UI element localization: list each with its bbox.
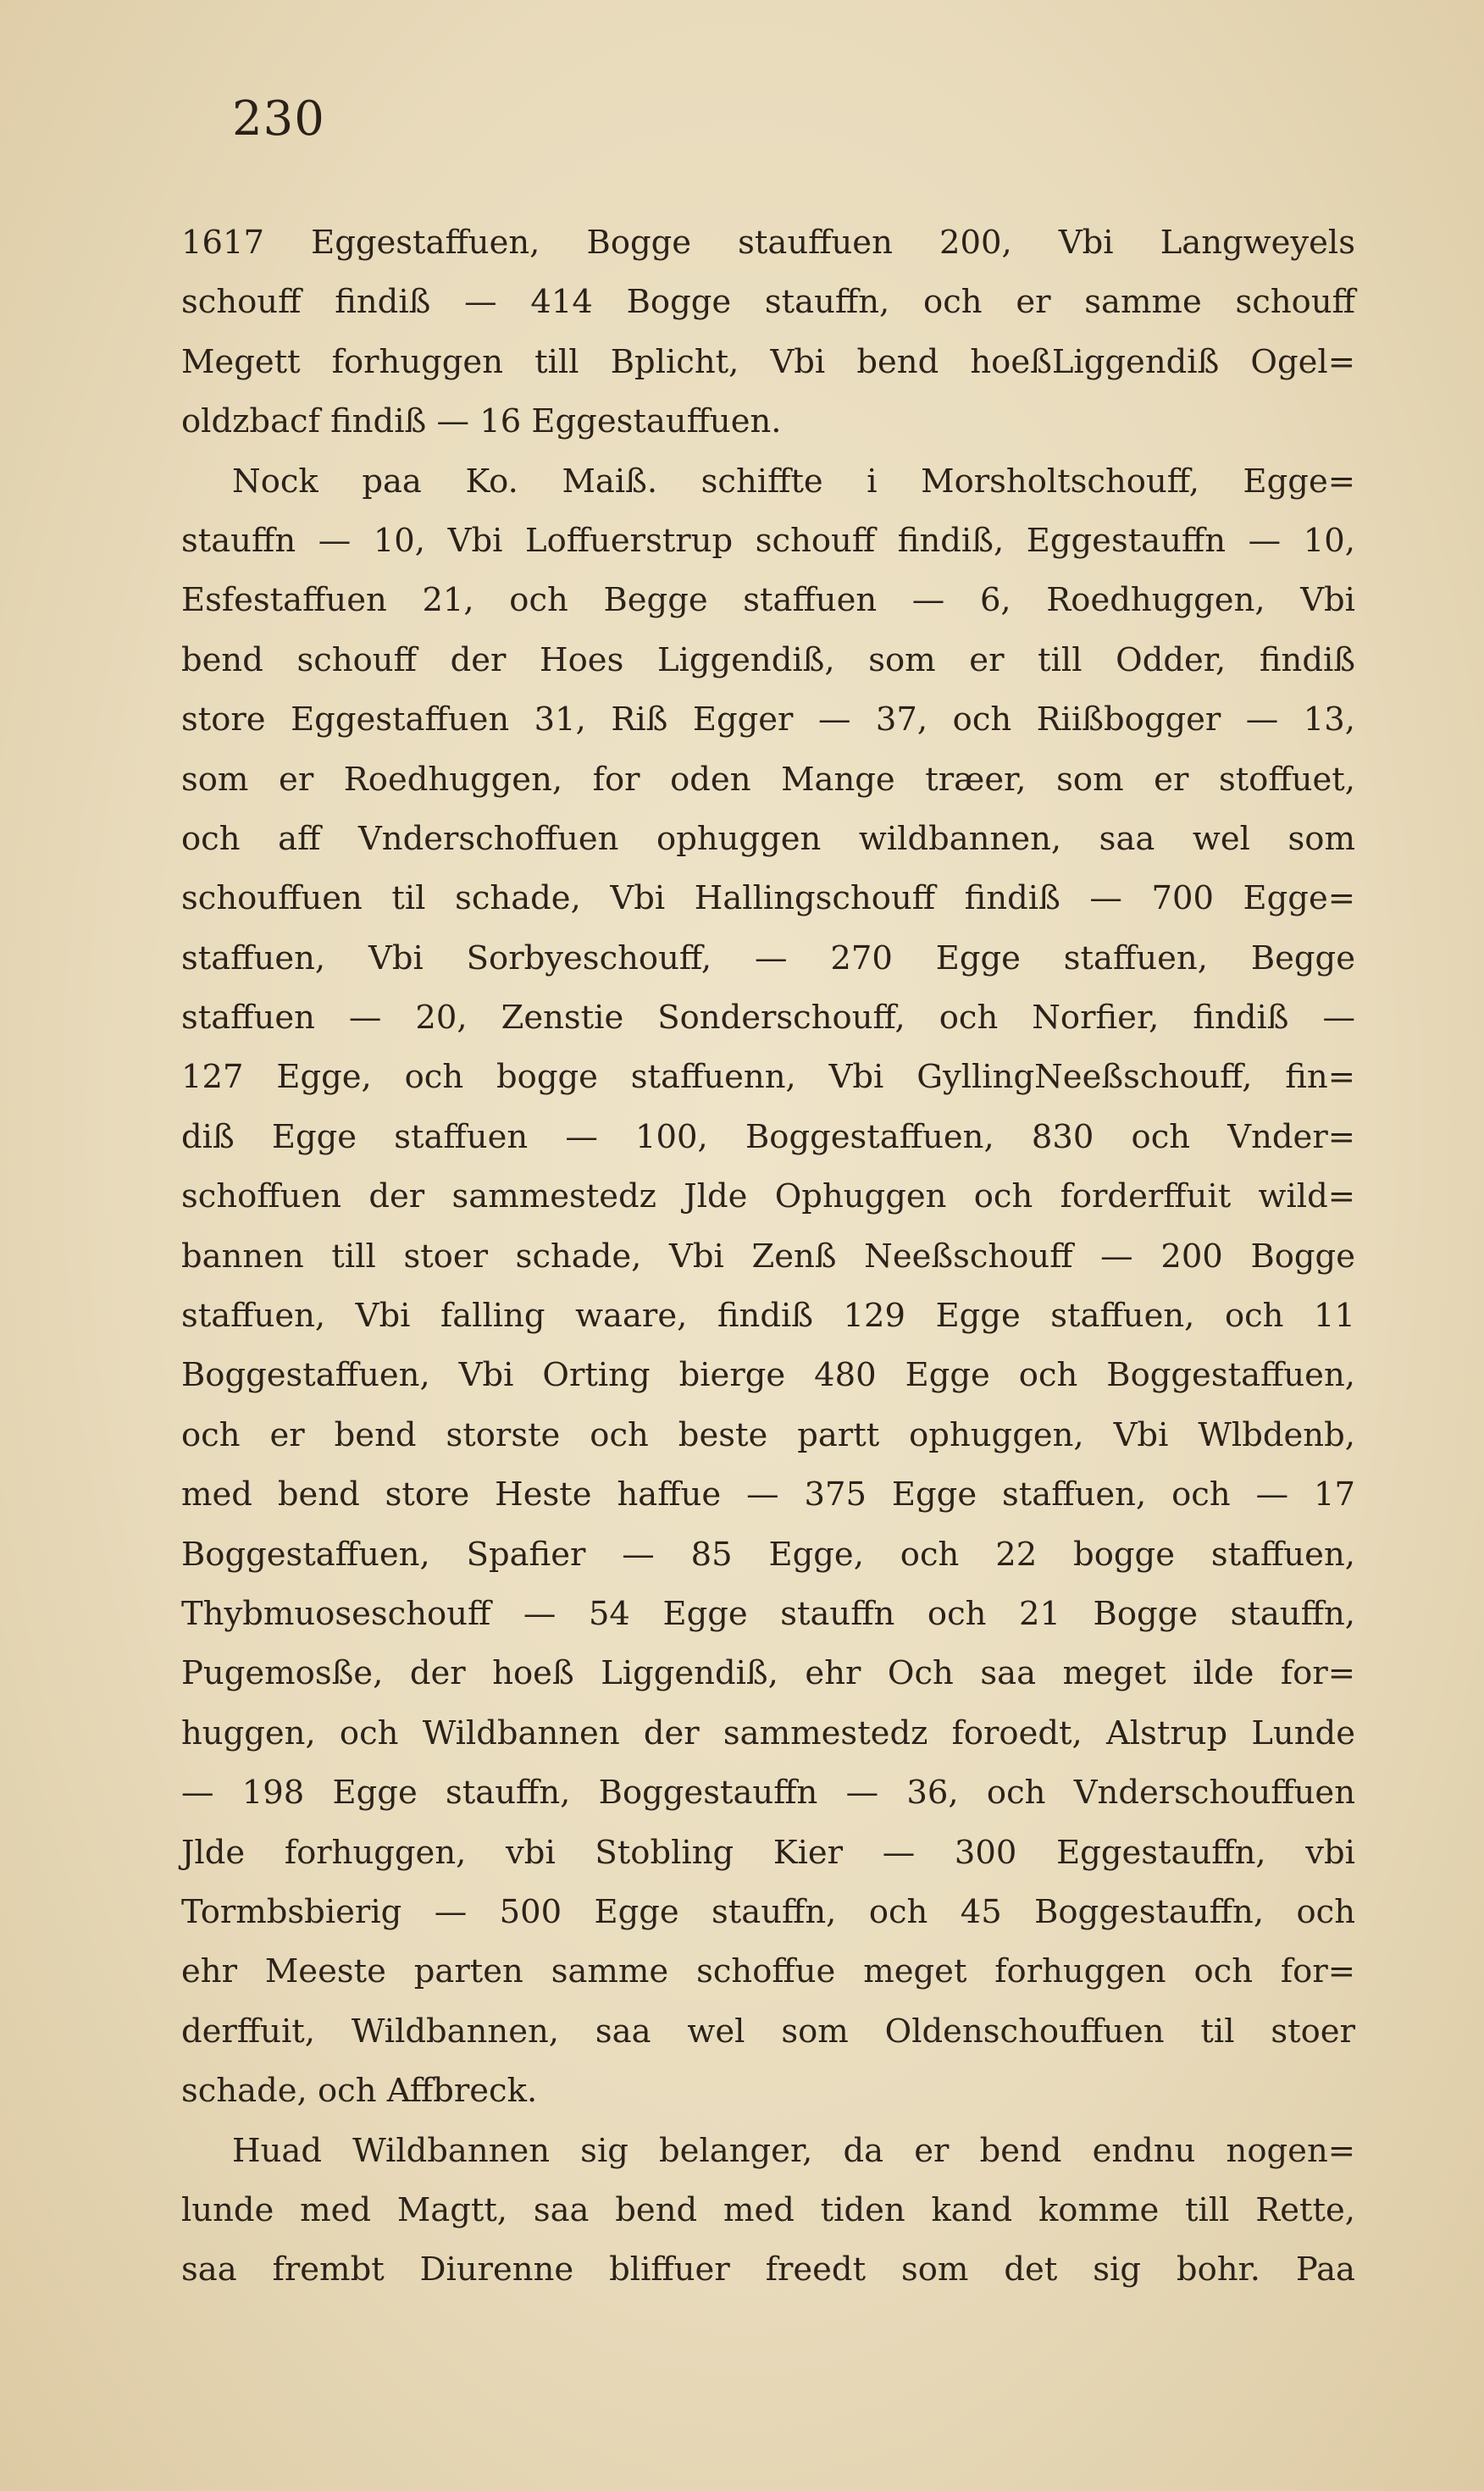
text-line: diß Egge staffuen — 100, Boggestaffuen, 830 och Vnder= [181, 1117, 1355, 1156]
text-line: schouff findiß — 414 Bogge stauffn, och er samme schouff [181, 283, 1355, 322]
text-line: schade, och Affbreck. [181, 2072, 538, 2111]
text-line: Megett forhuggen till Bplicht, Vbi bend hoeßLiggendiß Ogel= [181, 342, 1355, 381]
text-line: bannen till stoer schade, Vbi Zenß Neeßschouff — 200 Bogge [181, 1237, 1355, 1276]
text-line: stauffn — 10, Vbi Loffuerstrup schouff findiß, Eggestauffn — 10, [181, 521, 1355, 560]
text-line: staffuen, Vbi falling waare, findiß 129 Egge staffuen, och 11 [181, 1297, 1355, 1336]
text-line: Boggestaffuen, Vbi Orting bierge 480 Egge och Boggestaffuen, [181, 1356, 1355, 1395]
text-line: bend schouff der Hoes Liggendiß, som er till Odder, findiß [181, 640, 1355, 679]
text-line: oldzbacf findiß — 16 Eggestauffuen. [181, 402, 782, 441]
text-line: och er bend storste och beste partt ophuggen, Vbi Wlbdenb, [181, 1415, 1355, 1454]
text-line: Nock paa Ko. Maiß. schiffte i Morsholtschouff, Egge= [232, 462, 1355, 501]
text-line: schoffuen der sammestedz Jlde Ophuggen och forderffuit wild= [181, 1177, 1355, 1216]
text-line: saa frembt Diurenne bliffuer freedt som det sig bohr. Paa [181, 2250, 1355, 2289]
text-line: 1617 Eggestaffuen, Bogge stauffuen 200, Vbi Langweyels [181, 224, 1355, 262]
text-line: Esfestaffuen 21, och Begge staffuen — 6, Roedhuggen, Vbi [181, 581, 1355, 620]
text-line: med bend store Heste haffue — 375 Egge staffuen, och — 17 [181, 1475, 1355, 1514]
text-line: 127 Egge, och bogge staffuenn, Vbi GyllingNeeßschouff, fin= [181, 1058, 1355, 1097]
text-line: lunde med Magtt, saa bend med tiden kand komme till Rette, [181, 2190, 1355, 2229]
text-line: Jlde forhuggen, vbi Stobling Kier — 300 Eggestauffn, vbi [181, 1833, 1355, 1872]
text-line: Huad Wildbannen sig belanger, da er bend endnu nogen= [232, 2131, 1355, 2170]
text-line: Pugemosße, der hoeß Liggendiß, ehr Och saa meget ilde for= [181, 1654, 1355, 1693]
text-line: ehr Meeste parten samme schoffue meget forhuggen och for= [181, 1952, 1355, 1991]
text-line: — 198 Egge stauffn, Boggestauffn — 36, och Vnderschouffuen [181, 1774, 1355, 1813]
text-line: derffuit, Wildbannen, saa wel som Oldenschouffuen til stoer [181, 2012, 1355, 2051]
text-line: staffuen — 20, Zenstie Sonderschouff, och Norfier, findiß — [181, 999, 1355, 1038]
text-line: huggen, och Wildbannen der sammestedz foroedt, Alstrup Lunde [181, 1713, 1355, 1752]
text-line: staffuen, Vbi Sorbyeschouff, — 270 Egge staffuen, Begge [181, 938, 1355, 977]
body-text [181, 213, 1355, 2300]
text-line: Boggestaffuen, Spafier — 85 Egge, och 22 bogge staffuen, [181, 1535, 1355, 1574]
text-line: store Eggestaffuen 31, Riß Egger — 37, och Riißbogger — 13, [181, 700, 1355, 739]
page-number: 230 [232, 91, 325, 147]
text-line: Tormbsbierig — 500 Egge stauffn, och 45 Boggestauffn, och [181, 1892, 1355, 1931]
text-line: schouffuen til schade, Vbi Hallingschouff findiß — 700 Egge= [181, 879, 1355, 918]
text-line: som er Roedhuggen, for oden Mange træer, som er stoffuet, [181, 760, 1355, 799]
text-line: Thybmuoseschouff — 54 Egge stauffn och 21 Bogge stauffn, [181, 1594, 1355, 1633]
text-line: och aff Vnderschoffuen ophuggen wildbannen, saa wel som [181, 819, 1355, 858]
